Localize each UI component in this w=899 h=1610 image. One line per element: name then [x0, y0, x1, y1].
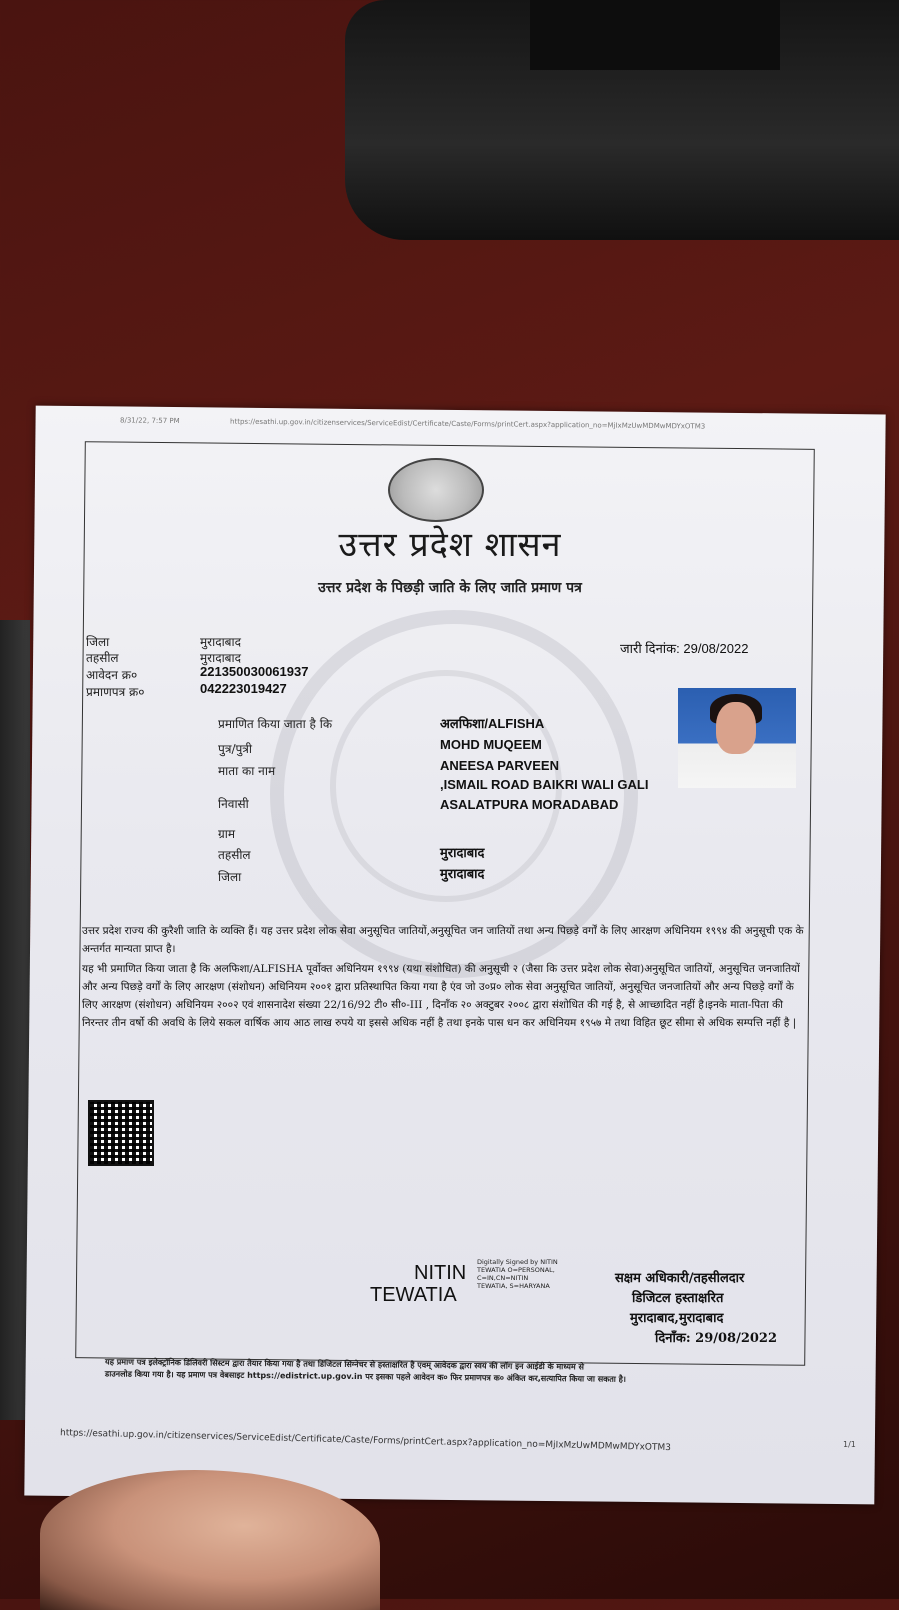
footer-note-line: यह प्रमाण पत्र इलेक्ट्रॉनिक डिलिवरी सिस्टम द्वारा तैयार किया गया है तथा डिजिटल सिग्नेचर से हस्ताक्षरित है एवम् आवेदक द्वारा स्वयं की लॉग इन आईडी के माध्यम से [105, 1357, 584, 1372]
digital-signature-line: TEWATIA, S=HARYANA [477, 1282, 550, 1290]
person-address-line2: ASALATPURA MORADABAD [440, 797, 619, 812]
person-name: अलफिशा/ALFISHA [440, 716, 545, 731]
person-label-child-of: पुत्र/पुत्री [218, 742, 253, 756]
field-value-certificate-no: 042223019427 [200, 681, 287, 696]
person-address-line1: ,ISMAIL ROAD BAIKRI WALI GALI [440, 777, 649, 792]
field-value-tehsil: मुरादाबाद [200, 651, 242, 665]
digital-signature-line: C=IN,CN=NITIN [477, 1274, 529, 1282]
monitor-neck [530, 0, 780, 70]
digital-signature-details [477, 1258, 597, 1290]
certificate-paragraph-2: यह भी प्रमाणित किया जाता है कि अलफिशा/ALFISHA पूर्वोक्त अधिनियम १९९४ (यथा संशोधित) की अनुसूची २ (जैसा कि उत्तर प्रदेश लोक सेवा)अनुसूचित जातियों, अनुसूचित जनजातियों और अन्य पिछड़े वर्गों के लिए आरक्षण (संशोधन) अधिनियम २००१ द्वारा प्रतिस्थापित किया गया है एंव जो उ०प्र० लोक सेवा अनुसूचित जातियों, अनुसूचित जनजातियों और अन्य पिछड़े वर्गों के लिए आरक्षण (संशोधन) अधिनियम २००२ एवं शासनादेश संख्या 22/16/92 टी० सी०-III , दिनाँक २० अक्टुबर २००८ द्वारा संशोधित की गई है, से आच्छादित नहीं है।इनके माता-पिता की निरन्तर तीन वर्षो की अवधि के लिये सकल वार्षिक आय आठ लाख रुपये या इससे अधिक नहीं है तथा इनके पास धन कर अधिनियम १९५७ मे तथा विहित छूट सीमा से अधिक सम्पत्ति नहीं है | [82, 963, 800, 1029]
field-value-district: मुरादाबाद [200, 635, 242, 649]
page-number: 1/1 [843, 1440, 856, 1449]
field-value-application-no: 221350030061937 [200, 664, 309, 679]
page-footer-url: https://esathi.up.gov.in/citizenservices/ServiceEdist/Certificate/Caste/Forms/printCert.aspx?application_no=MjIxMzUwMDMwMDYxOTM3 [59, 1428, 672, 1454]
applicant-photo [678, 688, 796, 788]
certificate-title: उत्तर प्रदेश शासन [338, 525, 562, 565]
footer-note-line: डाउनलोड किया गया है। यह प्रमाण पत्र वेबसाइट https://edistrict.up.gov.in पर इसका पहले आवेदन क० फिर प्रमाणपत्र क० अंकित कर,सत्यापित किया जा सकता है। [104, 1369, 627, 1384]
digital-signature-line: Digitally Signed by NITIN [477, 1258, 558, 1266]
print-timestamp: 8/31/22, 7:57 PM [120, 416, 180, 426]
authority-designation: सक्षम अधिकारी/तहसीलदार [615, 1271, 745, 1286]
authority-digital-signed: डिजिटल हस्ताक्षरित [632, 1291, 724, 1306]
person-label-district: जिला [218, 870, 242, 884]
authority-date: दिनाँक: 29/08/2022 [655, 1331, 778, 1346]
field-label-certificate-no: प्रमाणपत्र क्र० [86, 685, 145, 699]
person-label-certified: प्रमाणित किया जाता है कि [218, 717, 333, 731]
person-district: मुरादाबाद [440, 866, 485, 881]
digital-signature-line: TEWATIA O=PERSONAL, [477, 1266, 555, 1274]
person-label-mother: माता का नाम [218, 764, 276, 778]
person-label-resident: निवासी [218, 797, 249, 811]
qr-code [88, 1100, 154, 1166]
field-label-tehsil: तहसील [86, 651, 119, 665]
signer-name-last: TEWATIA [370, 1284, 457, 1306]
person-mother: ANEESA PARVEEN [440, 758, 559, 773]
person-label-village: ग्राम [218, 827, 236, 841]
certificate-subtitle: उत्तर प्रदेश के पिछड़ी जाति के लिए जाति प्रमाण पत्र [318, 580, 582, 596]
certificate-paragraph-1: उत्तर प्रदेश राज्य की कुरैशी जाति के व्यक्ति हैं। यह उत्तर प्रदेश लोक सेवा अनुसूचित जातियों,अनुसूचित जन जातियों तथा अन्य पिछड़े वर्गों के लिए आरक्षण अधिनियम १९९४ की अनुसूची एक के अन्तर्गत मान्यता प्राप्त है। [82, 925, 804, 955]
field-label-application-no: आवेदन क्र० [86, 668, 138, 682]
up-government-emblem [388, 458, 484, 522]
authority-location: मुरादाबाद,मुरादाबाद [630, 1311, 724, 1326]
signer-name-first: NITIN [414, 1262, 467, 1284]
print-url: https://esathi.up.gov.in/citizenservices/ServiceEdist/Certificate/Caste/Forms/printCert.aspx?application_no=MjIxMzUwMDMwMDYxOTM3 [230, 417, 706, 431]
issue-date: जारी दिनांक: 29/08/2022 [620, 641, 749, 656]
person-tehsil: मुरादाबाद [440, 845, 485, 860]
field-label-district: जिला [86, 635, 110, 649]
person-label-tehsil: तहसील [218, 848, 251, 862]
photo-face [716, 702, 756, 754]
person-father: MOHD MUQEEM [440, 737, 542, 752]
